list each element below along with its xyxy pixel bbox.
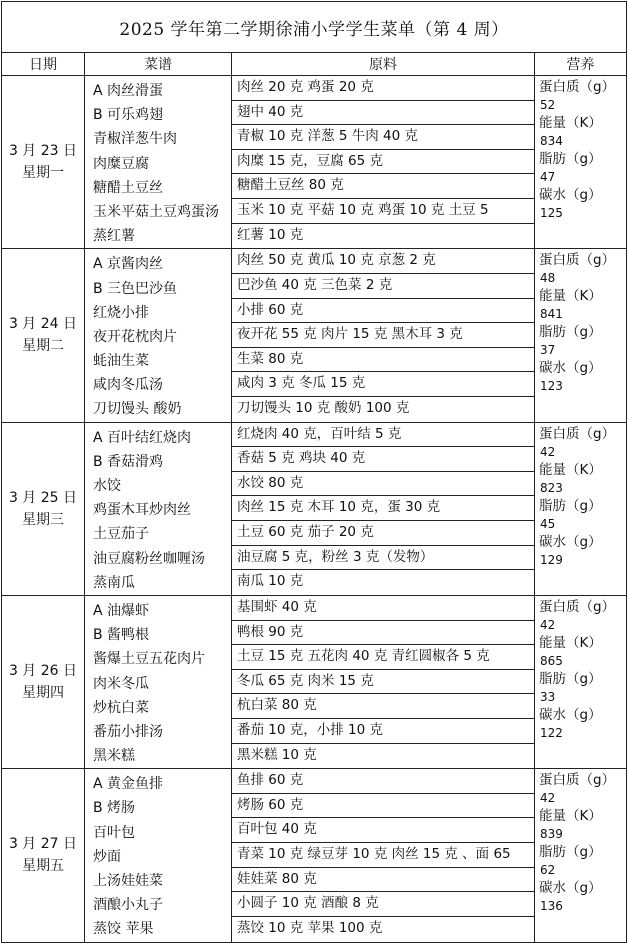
- date-label: 3 月 23 日: [8, 143, 78, 160]
- nutrition-label: 能量（K）: [539, 115, 602, 131]
- ingredients-cell: [232, 249, 535, 422]
- dishes-cell: [85, 422, 232, 595]
- dish-item: A 百叶结红烧肉: [93, 429, 192, 446]
- nutrition-label: 碳水（g）: [539, 706, 602, 723]
- nutrition-cell: [535, 769, 627, 942]
- dish-item: 青椒洋葱牛肉: [93, 131, 177, 148]
- dish-item: 肉糜豆腐: [93, 155, 149, 172]
- page-title: 2025 学年第二学期徐浦小学学生菜单（第 4 周）: [2, 2, 627, 53]
- dish-item: 黑米糕: [93, 748, 135, 765]
- dish-item: B 烤肠: [93, 800, 136, 817]
- ingredient-row: 刀切馒头 10 克 酸奶 100 克: [237, 399, 410, 416]
- dish-item: 糖醋土豆丝: [93, 179, 163, 196]
- dish-item: A 黄金鱼排: [93, 776, 164, 793]
- nutrition-label: 蛋白质（g）: [539, 252, 616, 269]
- ingredient-row: 夜开花 55 克 肉片 15 克 黑木耳 3 克: [232, 323, 534, 348]
- nutrition-cell: [535, 249, 627, 422]
- ingredient-row: 南瓜 10 克: [237, 573, 304, 590]
- date-label: 3 月 27 日: [8, 836, 78, 853]
- dish-item: B 三色巴沙鱼: [93, 280, 178, 297]
- ingredient-row: 杭白菜 80 克: [232, 694, 534, 719]
- dish-item: 蒸红薯: [93, 228, 135, 245]
- ingredient-row: 生菜 80 克: [232, 348, 534, 373]
- nutrition-value: 47: [540, 170, 556, 184]
- ingredient-row: 小排 60 克: [232, 299, 534, 324]
- nutrition-label: 脂肪（g）: [539, 670, 602, 687]
- nutrition-label: 碳水（g）: [539, 187, 602, 203]
- nutrition-value: 125: [540, 206, 563, 220]
- dish-item: 酒酿小丸子: [93, 897, 163, 914]
- ingredients-cell: [232, 595, 535, 768]
- date-cell: [2, 249, 85, 422]
- dish-item: 百叶包: [93, 824, 135, 841]
- nutrition-label: 能量（K）: [539, 808, 602, 825]
- nutrition-label: 碳水（g）: [539, 533, 602, 550]
- nutrition-value: 62: [540, 863, 556, 878]
- nutrition-value: 834: [540, 134, 563, 148]
- ingredient-row: 百叶包 40 克: [232, 818, 534, 843]
- nutrition-value: 129: [540, 552, 563, 567]
- nutrition-value: 42: [540, 617, 556, 632]
- nutrition-label: 蛋白质（g）: [539, 79, 616, 95]
- ingredient-row: 黑米糕 10 克: [237, 746, 317, 763]
- ingredient-row: 肉糜 15 克，豆腐 65 克: [232, 150, 534, 175]
- nutrition-label: 蛋白质（g）: [539, 425, 616, 442]
- dish-item: 鸡蛋木耳炒肉丝: [93, 502, 191, 519]
- nutrition-label: 脂肪（g）: [539, 844, 602, 861]
- ingredient-row: 水饺 80 克: [232, 472, 534, 497]
- ingredient-row: 肉丝 15 克 木耳 10 克，蛋 30 克: [232, 496, 534, 521]
- nutrition-cell: [535, 595, 627, 768]
- dish-item: 蚝油生菜: [93, 353, 149, 370]
- ingredient-row: 肉丝 50 克 黄瓜 10 克 京葱 2 克: [232, 249, 534, 274]
- ingredient-row: 咸肉 3 克 冬瓜 15 克: [232, 372, 534, 397]
- nutrition-label: 能量（K）: [539, 461, 602, 478]
- dishes-cell: [85, 249, 232, 422]
- day-row: [2, 76, 627, 249]
- date-cell: [2, 76, 85, 249]
- weekday-label: 星期一: [22, 165, 64, 182]
- dish-item: 刀切馒头 酸奶: [93, 401, 182, 418]
- day-row: [2, 249, 627, 422]
- ingredients-cell: [232, 422, 535, 595]
- ingredients-cell: [232, 76, 535, 249]
- nutrition-value: 48: [540, 271, 556, 286]
- ingredient-row: 红烧肉 40 克，百叶结 5 克: [232, 423, 534, 448]
- nutrition-label: 碳水（g）: [539, 360, 602, 377]
- nutrition-value: 865: [540, 653, 563, 668]
- nutrition-value: 839: [540, 827, 563, 842]
- nutrition-label: 脂肪（g）: [539, 151, 602, 167]
- dish-item: 红烧小排: [93, 304, 149, 321]
- day-row: [2, 422, 627, 595]
- header-ingredients: 原料: [232, 53, 535, 76]
- header-row: [2, 53, 627, 76]
- dish-item: 油豆腐粉丝咖喱汤: [93, 550, 205, 567]
- ingredient-row: 巴沙鱼 40 克 三色菜 2 克: [232, 274, 534, 299]
- ingredient-row: 冬瓜 65 克 肉米 15 克: [232, 670, 534, 695]
- nutrition-value: 42: [540, 791, 556, 806]
- date-label: 3 月 26 日: [8, 663, 78, 680]
- header-dishes: 菜谱: [85, 53, 232, 76]
- ingredient-row: 烤肠 60 克: [232, 794, 534, 819]
- nutrition-label: 脂肪（g）: [539, 324, 602, 341]
- dishes-cell: [85, 769, 232, 942]
- menu-table: [1, 1, 627, 943]
- ingredient-row: 蒸饺 10 克 苹果 100 克: [237, 919, 383, 936]
- nutrition-cell: [535, 76, 627, 249]
- ingredient-row: 翅中 40 克: [232, 101, 534, 126]
- ingredient-row: 娃娃菜 80 克: [232, 868, 534, 893]
- nutrition-value: 37: [540, 343, 556, 358]
- ingredients-cell: [232, 769, 535, 942]
- dish-item: 玉米平菇土豆鸡蛋汤: [93, 203, 219, 220]
- ingredient-row: 小圆子 10 克 酒酿 8 克: [232, 892, 534, 917]
- nutrition-value: 52: [540, 98, 556, 112]
- dish-item: 炒杭白菜: [93, 699, 149, 716]
- dish-item: 炒面: [93, 848, 121, 865]
- ingredient-row: 基围虾 40 克: [232, 596, 534, 621]
- nutrition-label: 能量（K）: [539, 634, 602, 651]
- nutrition-value: 136: [540, 899, 563, 914]
- dish-item: B 可乐鸡翅: [93, 107, 164, 124]
- dish-item: 土豆茄子: [93, 526, 149, 543]
- ingredient-row: 土豆 15 克 五花肉 40 克 青红圆椒各 5 克: [232, 645, 534, 670]
- dishes-cell: [85, 595, 232, 768]
- nutrition-label: 蛋白质（g）: [539, 598, 616, 615]
- weekday-label: 星期二: [22, 338, 64, 355]
- date-cell: [2, 769, 85, 942]
- weekday-label: 星期四: [22, 685, 64, 702]
- nutrition-value: 123: [540, 379, 563, 394]
- nutrition-label: 碳水（g）: [539, 880, 602, 897]
- nutrition-value: 122: [540, 725, 563, 740]
- ingredient-row: 土豆 60 克 茄子 20 克: [232, 521, 534, 546]
- nutrition-value: 33: [540, 689, 556, 704]
- dish-item: 番茄小排汤: [93, 723, 163, 740]
- nutrition-label: 蛋白质（g）: [539, 772, 616, 789]
- dishes-cell: [85, 76, 232, 249]
- dish-item: 肉米冬瓜: [93, 675, 149, 692]
- nutrition-value: 42: [540, 444, 556, 459]
- day-rows: [2, 76, 627, 943]
- nutrition-value: 45: [540, 516, 556, 531]
- dish-item: 酱爆土豆五花肉片: [93, 651, 205, 668]
- ingredient-row: 香菇 5 克 鸡块 40 克: [232, 447, 534, 472]
- dish-item: A 肉丝滑蛋: [93, 83, 164, 99]
- dish-item: B 香菇滑鸡: [93, 453, 164, 470]
- ingredient-row: 青椒 10 克 洋葱 5 牛肉 40 克: [232, 125, 534, 150]
- date-label: 3 月 24 日: [8, 316, 78, 333]
- ingredient-row: 番茄 10 克，小排 10 克: [232, 719, 534, 744]
- dish-item: 夜开花枕肉片: [93, 328, 177, 345]
- ingredient-row: 玉米 10 克 平菇 10 克 鸡蛋 10 克 土豆 5: [232, 199, 534, 224]
- header-date: 日期: [2, 53, 85, 76]
- date-cell: [2, 595, 85, 768]
- day-row: [2, 595, 627, 768]
- dish-item: B 酱鸭根: [93, 627, 150, 644]
- dish-item: 水饺: [93, 478, 121, 494]
- date-label: 3 月 25 日: [8, 489, 78, 506]
- dish-item: 蒸饺 苹果: [93, 921, 154, 938]
- nutrition-label: 能量（K）: [539, 288, 602, 305]
- ingredient-row: 红薯 10 克: [237, 226, 304, 243]
- nutrition-label: 脂肪（g）: [539, 497, 602, 514]
- dish-item: 上汤娃娃菜: [93, 873, 163, 889]
- dish-item: 蒸南瓜: [93, 574, 135, 591]
- nutrition-cell: [535, 422, 627, 595]
- ingredient-row: 糖醋土豆丝 80 克: [232, 174, 534, 199]
- header-nutrition: 营养: [535, 53, 627, 76]
- ingredient-row: 青菜 10 克 绿豆芽 10 克 肉丝 15 克 、面 65: [232, 843, 534, 868]
- ingredient-row: 鱼排 60 克: [232, 769, 534, 794]
- ingredient-row: 油豆腐 5 克，粉丝 3 克（发物）: [232, 546, 534, 571]
- ingredient-row: 肉丝 20 克 鸡蛋 20 克: [232, 76, 534, 101]
- dish-item: 咸肉冬瓜汤: [93, 377, 163, 394]
- ingredient-row: 鸭根 90 克: [232, 621, 534, 646]
- weekday-label: 星期三: [22, 511, 64, 528]
- nutrition-value: 823: [540, 480, 563, 495]
- date-cell: [2, 422, 85, 595]
- dish-item: A 京酱肉丝: [93, 256, 164, 273]
- day-row: [2, 769, 627, 942]
- nutrition-value: 841: [540, 307, 563, 322]
- dish-item: A 油爆虾: [93, 602, 150, 619]
- weekday-label: 星期五: [22, 858, 64, 875]
